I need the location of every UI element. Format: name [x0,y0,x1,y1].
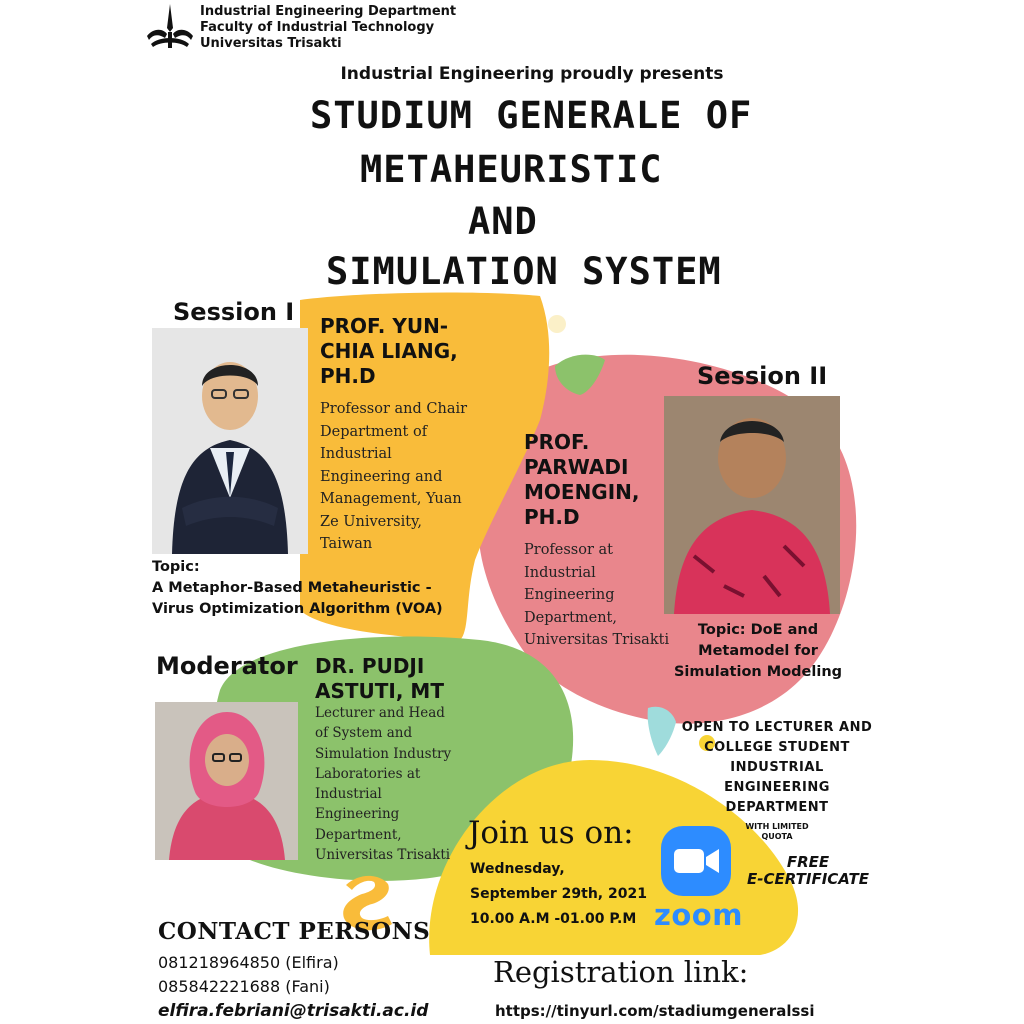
audience-info: OPEN TO LECTURER AND COLLEGE STUDENT INDUSTRIAL ENGINEERING DEPARTMENT [681,720,873,815]
registration-label: Registration link: [493,955,749,989]
org-line-faculty: Faculty of Industrial Technology [200,20,435,35]
title-line-2: METAHEURISTIC [360,148,663,191]
event-time: 10.00 A.M -01.00 P.M [470,911,637,927]
title-line-1: STUDIUM GENERALE OF [310,94,753,137]
moderator-name: DR. PUDJI ASTUTI, MT [315,654,444,703]
limited-quota-note: WITH LIMITED QUOTA [745,822,809,841]
organization-header [200,4,456,52]
speaker-2-photo [664,396,840,614]
free-certificate: FREE E-CERTIFICATE [747,853,869,888]
session-1-label: Session I [173,298,295,326]
speaker-2-name: PROF. PARWADI MOENGIN, PH.D [524,430,640,529]
speaker-1-description: Professor and Chair Department of Industrial Engineering and Management, Yuan Ze University, Taiwan [320,401,468,552]
speaker-1-name: PROF. YUN- CHIA LIANG, PH.D [320,314,458,388]
session-2-label: Session II [697,362,828,390]
speaker-1-photo [152,328,308,554]
session-2-topic: Topic: DoE and Metamodel for Simulation Modeling [673,622,843,680]
trisakti-logo-icon [143,2,197,52]
title-line-3: AND [468,200,538,243]
contact-phone-elfira: 081218964850 (Elfira) [158,953,339,972]
presents-line: Industrial Engineering proudly presents [340,64,724,84]
org-line-university: Universitas Trisakti [200,36,342,51]
title-line-4: SIMULATION SYSTEM [326,250,722,293]
small-dot-accent [548,315,566,333]
event-date: September 29th, 2021 [470,886,647,902]
moderator-description: Lecturer and Head of System and Simulation Industry Laboratories at Industrial Engineering Department, Universitas Trisakti [315,705,452,864]
session-1-topic: Topic: A Metaphor-Based Metaheuristic - Virus Optimization Algorithm (VOA) [152,559,443,617]
join-us-heading: Join us on: [468,815,634,851]
speaker-2-description: Professor at Industrial Engineering Department, Universitas Trisakti [524,542,670,648]
zoom-wordmark: zoom [654,898,743,932]
event-day: Wednesday, [470,861,565,877]
moderator-label: Moderator [156,652,298,680]
event-datetime [470,857,647,932]
registration-link[interactable]: https://tinyurl.com/stadiumgeneralssi [495,1002,815,1020]
org-line-department: Industrial Engineering Department [200,4,457,19]
contact-persons-title: CONTACT PERSONS [158,918,431,945]
moderator-photo [155,702,298,860]
contact-email: elfira.febriani@trisakti.ac.id [158,1001,429,1021]
contact-phone-fani: 085842221688 (Fani) [158,977,330,996]
